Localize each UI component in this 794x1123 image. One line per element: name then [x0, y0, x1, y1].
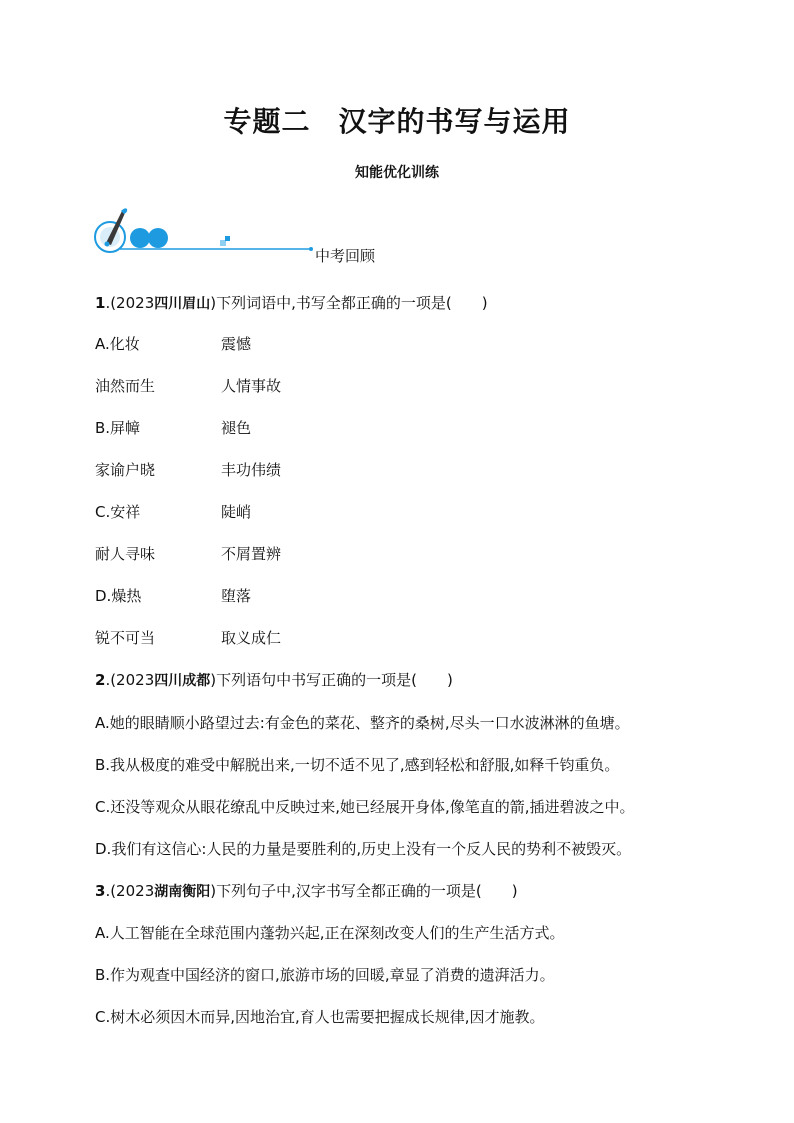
title-part2: 汉字的书写与运用: [338, 105, 571, 138]
q1-row-1: A.化妆 震憾: [95, 335, 252, 353]
q3-option-c: C.树木必须因木而异,因地治宜,育人也需要把握成长规律,因才施教。: [95, 1008, 545, 1026]
small-squares-icon: [220, 236, 230, 246]
question-3-stem: 3.(2023湖南衡阳)下列句子中,汉字书写全都正确的一项是( ): [95, 882, 518, 900]
q1-row-3: B.屏幛 褪色: [95, 419, 252, 437]
q2-option-a: A.她的眼睛顺小路望过去:有金色的菜花、整齐的桑树,尽头一口水波淋淋的鱼塘。: [95, 714, 630, 732]
section-header: [92, 205, 392, 265]
q1-row-7: D.燥热 堕落: [95, 587, 252, 605]
q1-row-5: C.安祥 陡峭: [95, 503, 252, 521]
pen-nib-icon: [95, 208, 127, 252]
q3-option-b: B.作为观查中国经济的窗口,旅游市场的回暖,章显了消费的遗湃活力。: [95, 966, 555, 984]
title-part1: 专题二: [223, 105, 311, 138]
question-2-stem: 2.(2023四川成都)下列语句中书写正确的一项是( ): [95, 671, 453, 689]
q3-option-a: A.人工智能在全球范围内蓬勃兴起,正在深刻改变人们的生产生活方式。: [95, 924, 565, 942]
q2-option-b: B.我从极度的难受中解脱出来,一切不适不见了,感到轻松和舒服,如释千钧重负。: [95, 756, 620, 774]
page-subtitle: 知能优化训练: [355, 165, 439, 181]
q2-option-c: C.还没等观众从眼花缭乱中反映过来,她已经展开身体,像笔直的箭,插进碧波之中。: [95, 798, 635, 816]
q1-row-4: 家谕户晓 丰功伟绩: [95, 461, 282, 479]
q1-row-8: 锐不可当 取义成仁: [95, 629, 282, 647]
question-1-stem: 1.(2023四川眉山)下列词语中,书写全都正确的一项是( ): [95, 294, 488, 312]
section-label: 中考回顾: [315, 247, 376, 265]
q1-row-2: 油然而生 人情事故: [95, 377, 282, 395]
q2-option-d: D.我们有这信心:人民的力量是要胜利的,历史上没有一个反人民的势利不被毁灭。: [95, 840, 632, 858]
q1-row-6: 耐人寻味 不屑置辨: [95, 545, 282, 563]
blue-dots-icon: [130, 228, 168, 248]
page-title: [0, 100, 794, 140]
